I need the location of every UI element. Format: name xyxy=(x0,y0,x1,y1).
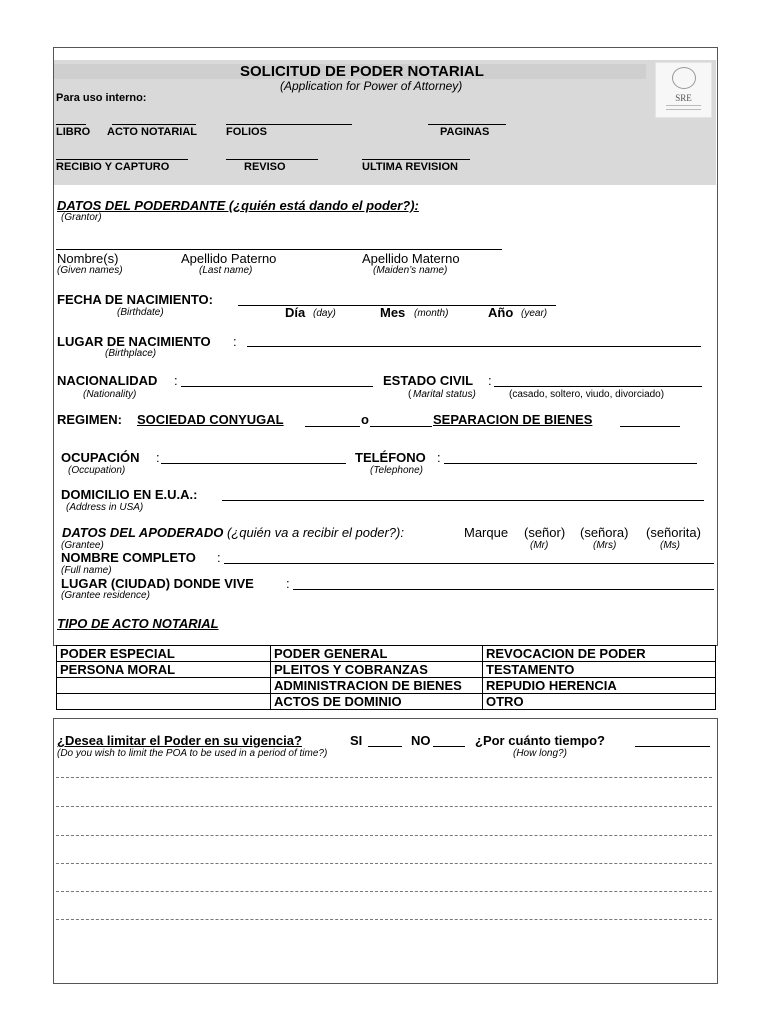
folios-label: FOLIOS xyxy=(226,126,267,138)
act-type-title: TIPO DE ACTO NOTARIAL xyxy=(57,616,219,631)
us-address-en: (Address in USA) xyxy=(66,502,144,513)
birthdate-en: (Birthdate) xyxy=(117,307,164,318)
birthplace-field[interactable] xyxy=(247,346,701,347)
regime-label: REGIMEN: xyxy=(57,412,122,427)
us-address-label: DOMICILIO EN E.U.A.: xyxy=(61,487,198,502)
given-names-en: (Given names) xyxy=(57,265,123,276)
seal-text: SRE xyxy=(675,93,692,103)
birthplace-label: LUGAR DE NACIMIENTO xyxy=(57,334,211,349)
libro-label: LIBRO xyxy=(56,126,91,138)
notes-line[interactable] xyxy=(56,777,712,778)
telephone-en: (Telephone) xyxy=(370,465,424,476)
day-en: (day) xyxy=(313,308,336,319)
telephone-colon: : xyxy=(437,450,441,465)
mrs-en: (Mrs) xyxy=(593,540,617,551)
limit-no-field[interactable] xyxy=(433,746,465,747)
paginas-field[interactable] xyxy=(428,124,506,125)
form-subtitle: (Application for Power of Attorney) xyxy=(280,79,463,93)
ultima-revision-label: ULTIMA REVISION xyxy=(362,161,458,173)
libro-field[interactable] xyxy=(56,124,86,125)
nationality-field[interactable] xyxy=(181,386,373,387)
notes-line[interactable] xyxy=(56,863,712,864)
marital-paren: ( xyxy=(408,389,412,400)
limit-no-label: NO xyxy=(411,733,431,748)
residence-colon: : xyxy=(286,576,290,591)
limit-question: ¿Desea limitar el Poder en su vigencia? xyxy=(57,733,302,748)
act-pleitos[interactable]: PLEITOS Y COBRANZAS xyxy=(271,662,483,678)
sre-seal-logo xyxy=(655,62,712,118)
table-row xyxy=(57,678,716,694)
maiden-name-label: Apellido Materno xyxy=(362,251,460,266)
grantee-en: (Grantee) xyxy=(61,540,104,551)
residence-en: (Grantee residence) xyxy=(61,590,150,601)
full-name-label: NOMBRE COMPLETO xyxy=(61,550,196,565)
grantor-section-title: DATOS DEL PODERDANTE (¿quién está dando el poder?): xyxy=(57,198,419,213)
notes-line[interactable] xyxy=(56,806,712,807)
month-en: (month) xyxy=(414,308,449,319)
paginas-label: PAGINAS xyxy=(440,126,490,138)
grantee-title-bold: DATOS DEL APODERADO xyxy=(62,525,224,540)
nationality-label: NACIONALIDAD xyxy=(57,373,158,388)
ms-en: (Ms) xyxy=(660,540,680,551)
table-row xyxy=(57,646,716,662)
year-en: (year) xyxy=(521,308,548,319)
telephone-field[interactable] xyxy=(444,463,697,464)
internal-use-label: Para uso interno: xyxy=(56,92,147,104)
given-names-label: Nombre(s) xyxy=(57,251,119,266)
marital-status-label: ESTADO CIVIL xyxy=(383,373,474,388)
birthplace-en: (Birthplace) xyxy=(105,348,157,359)
full-name-en: (Full name) xyxy=(61,565,112,576)
regime-separacion-option[interactable]: SEPARACION DE BIENES xyxy=(433,412,593,427)
act-type-table xyxy=(56,645,716,710)
marital-status-field[interactable] xyxy=(494,386,702,387)
limit-yes-field[interactable] xyxy=(368,746,402,747)
seal-line xyxy=(666,109,701,110)
acto-notarial-label: ACTO NOTARIAL xyxy=(107,126,198,138)
occupation-colon: : xyxy=(156,450,160,465)
full-name-colon: : xyxy=(217,550,221,565)
marque-label: Marque xyxy=(464,525,509,540)
reviso-field[interactable] xyxy=(226,159,318,160)
senora-option[interactable]: (señora) xyxy=(580,525,629,540)
act-repudio[interactable]: REPUDIO HERENCIA xyxy=(483,678,716,694)
marital-status-colon: : xyxy=(488,373,492,388)
eagle-seal-icon xyxy=(672,67,696,89)
nationality-en: (Nationality) xyxy=(83,389,137,400)
residence-label: LUGAR (CIUDAD) DONDE VIVE xyxy=(61,576,254,591)
grantee-title-rest: (¿quién va a recibir el poder?): xyxy=(223,525,404,540)
form-title: SOLICITUD DE PODER NOTARIAL xyxy=(240,63,484,80)
occupation-field[interactable] xyxy=(161,463,346,464)
occupation-label: OCUPACIÓN xyxy=(61,450,140,465)
birthplace-colon: : xyxy=(233,334,237,349)
nationality-colon: : xyxy=(174,373,178,388)
telephone-label: TELÉFONO xyxy=(355,450,426,465)
notes-line[interactable] xyxy=(56,919,712,920)
marital-status-en: Marital status) xyxy=(413,389,476,400)
act-revocacion[interactable]: REVOCACION DE PODER xyxy=(483,646,716,662)
regime-gap-line xyxy=(370,426,432,427)
act-poder-especial[interactable]: PODER ESPECIAL xyxy=(57,646,271,662)
us-address-field[interactable] xyxy=(222,500,704,501)
name-field[interactable] xyxy=(56,249,502,250)
notes-line[interactable] xyxy=(56,891,712,892)
notes-line[interactable] xyxy=(56,835,712,836)
act-dominio[interactable]: ACTOS DE DOMINIO xyxy=(271,694,483,710)
act-empty-cell xyxy=(57,678,271,694)
month-label: Mes xyxy=(380,305,406,320)
grantor-section-sub: (Grantor) xyxy=(61,212,102,223)
limit-question-en: (Do you wish to limit the POA to be used in a period of time?) xyxy=(57,748,328,759)
act-empty-cell xyxy=(57,694,271,710)
act-otro[interactable]: OTRO xyxy=(483,694,716,710)
residence-field[interactable] xyxy=(293,589,714,590)
act-administracion[interactable]: ADMINISTRACION DE BIENES xyxy=(271,678,483,694)
senorita-option[interactable]: (señorita) xyxy=(646,525,701,540)
act-testamento[interactable]: TESTAMENTO xyxy=(483,662,716,678)
recibio-label: RECIBIO Y CAPTURO xyxy=(56,161,170,173)
act-persona-moral[interactable]: PERSONA MORAL xyxy=(57,662,271,678)
limit-yes-label: SI xyxy=(350,733,363,748)
how-long-field[interactable] xyxy=(635,746,710,747)
marital-options: (casado, soltero, viudo, divorciado) xyxy=(509,389,665,400)
last-name-label: Apellido Paterno xyxy=(181,251,277,266)
table-row xyxy=(57,662,716,678)
last-name-en: (Last name) xyxy=(199,265,253,276)
occupation-en: (Occupation) xyxy=(68,465,126,476)
regime-sociedad-option[interactable]: SOCIEDAD CONYUGAL xyxy=(137,412,284,427)
day-label: Día xyxy=(285,305,306,320)
birthdate-label: FECHA DE NACIMIENTO: xyxy=(57,292,213,307)
recibio-field[interactable] xyxy=(56,159,188,160)
acto-notarial-field[interactable] xyxy=(112,124,196,125)
regime-sociedad-line xyxy=(305,426,360,427)
regime-or: o xyxy=(361,412,369,427)
full-name-field[interactable] xyxy=(224,563,714,564)
how-long-label: ¿Por cuánto tiempo? xyxy=(475,733,605,748)
regime-separacion-line xyxy=(620,426,680,427)
grantee-section-title xyxy=(62,525,404,540)
table-row xyxy=(57,694,716,710)
mr-en: (Mr) xyxy=(530,540,549,551)
ultima-revision-field[interactable] xyxy=(362,159,470,160)
maiden-name-en: (Maiden’s name) xyxy=(373,265,448,276)
reviso-label: REVISO xyxy=(244,161,286,173)
folios-field[interactable] xyxy=(226,124,352,125)
year-label: Año xyxy=(488,305,514,320)
seal-line xyxy=(666,105,701,106)
act-poder-general[interactable]: PODER GENERAL xyxy=(271,646,483,662)
how-long-en: (How long?) xyxy=(513,748,567,759)
senor-option[interactable]: (señor) xyxy=(524,525,566,540)
